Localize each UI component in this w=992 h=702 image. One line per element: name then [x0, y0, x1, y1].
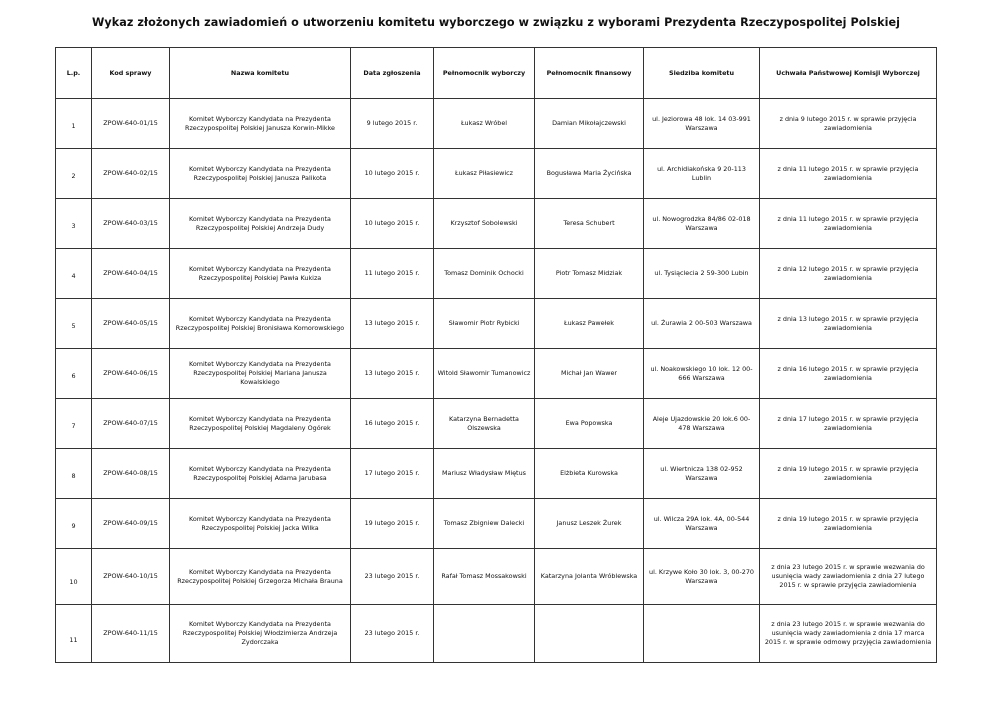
cell-nazwa-komitetu: Komitet Wyborczy Kandydata na Prezydenta Rzeczypospolitej Polskiej Włodzimierza Andrzeja Zydorczaka [170, 605, 351, 663]
cell-pelnomocnik-wyborczy: Krzysztof Sobolewski [434, 199, 535, 249]
cell-siedziba-komitetu: ul. Nowogrodzka 84/86 02-018 Warszawa [644, 199, 760, 249]
cell-data-zgloszenia: 13 lutego 2015 r. [351, 299, 434, 349]
cell-pelnomocnik-finansowy: Michał Jan Wawer [535, 349, 644, 399]
cell-lp: 11 [56, 605, 92, 663]
cell-kod-sprawy: ZPOW-640-07/15 [92, 399, 170, 449]
cell-kod-sprawy: ZPOW-640-04/15 [92, 249, 170, 299]
cell-pelnomocnik-finansowy: Bogusława Maria Życińska [535, 149, 644, 199]
cell-kod-sprawy: ZPOW-640-08/15 [92, 449, 170, 499]
cell-kod-sprawy: ZPOW-640-01/15 [92, 99, 170, 149]
table-row [56, 449, 937, 499]
cell-kod-sprawy: ZPOW-640-02/15 [92, 149, 170, 199]
cell-uchwala-pkw: z dnia 23 lutego 2015 r. w sprawie wezwania do usunięcia wady zawiadomienia z dnia 17 marca 2015 r. w sprawie odmowy przyjęcia zawiadomienia [760, 605, 937, 663]
cell-lp: 2 [56, 149, 92, 199]
cell-lp: 5 [56, 299, 92, 349]
cell-nazwa-komitetu: Komitet Wyborczy Kandydata na Prezydenta Rzeczypospolitej Polskiej Grzegorza Michała Brauna [170, 549, 351, 605]
cell-data-zgloszenia: 17 lutego 2015 r. [351, 449, 434, 499]
cell-pelnomocnik-finansowy [535, 605, 644, 663]
cell-data-zgloszenia: 10 lutego 2015 r. [351, 149, 434, 199]
cell-siedziba-komitetu: ul. Tysiąclecia 2 59-300 Lubin [644, 249, 760, 299]
cell-lp: 1 [56, 99, 92, 149]
cell-nazwa-komitetu: Komitet Wyborczy Kandydata na Prezydenta Rzeczypospolitej Polskiej Andrzeja Dudy [170, 199, 351, 249]
header-lp: L.p. [56, 48, 92, 99]
cell-pelnomocnik-finansowy: Piotr Tomasz Midziak [535, 249, 644, 299]
cell-kod-sprawy: ZPOW-640-03/15 [92, 199, 170, 249]
cell-data-zgloszenia: 9 lutego 2015 r. [351, 99, 434, 149]
cell-uchwala-pkw: z dnia 11 lutego 2015 r. w sprawie przyjęcia zawiadomienia [760, 149, 937, 199]
cell-nazwa-komitetu: Komitet Wyborczy Kandydata na Prezydenta Rzeczypospolitej Polskiej Janusza Korwin-Mikke [170, 99, 351, 149]
cell-kod-sprawy: ZPOW-640-10/15 [92, 549, 170, 605]
cell-siedziba-komitetu: ul. Wiertnicza 138 02-952 Warszawa [644, 449, 760, 499]
cell-data-zgloszenia: 13 lutego 2015 r. [351, 349, 434, 399]
cell-nazwa-komitetu: Komitet Wyborczy Kandydata na Prezydenta Rzeczypospolitej Polskiej Pawła Kukiza [170, 249, 351, 299]
header-uchwala-pkw: Uchwała Państwowej Komisji Wyborczej [760, 48, 937, 99]
cell-data-zgloszenia: 11 lutego 2015 r. [351, 249, 434, 299]
cell-data-zgloszenia: 23 lutego 2015 r. [351, 605, 434, 663]
cell-pelnomocnik-finansowy: Ewa Popowska [535, 399, 644, 449]
cell-nazwa-komitetu: Komitet Wyborczy Kandydata na Prezydenta Rzeczypospolitej Polskiej Magdaleny Ogórek [170, 399, 351, 449]
cell-pelnomocnik-wyborczy: Sławomir Piotr Rybicki [434, 299, 535, 349]
cell-pelnomocnik-finansowy: Janusz Leszek Żurek [535, 499, 644, 549]
cell-siedziba-komitetu: ul. Noakowskiego 10 lok. 12 00-666 Warszawa [644, 349, 760, 399]
cell-nazwa-komitetu: Komitet Wyborczy Kandydata na Prezydenta Rzeczypospolitej Polskiej Mariana Janusza Kowalskiego [170, 349, 351, 399]
cell-uchwala-pkw: z dnia 16 lutego 2015 r. w sprawie przyjęcia zawiadomienia [760, 349, 937, 399]
cell-lp: 3 [56, 199, 92, 249]
cell-data-zgloszenia: 16 lutego 2015 r. [351, 399, 434, 449]
cell-lp: 4 [56, 249, 92, 299]
cell-siedziba-komitetu [644, 605, 760, 663]
header-pelnomocnik-finansowy: Pełnomocnik finansowy [535, 48, 644, 99]
header-data-zgloszenia: Data zgłoszenia [351, 48, 434, 99]
cell-uchwala-pkw: z dnia 12 lutego 2015 r. w sprawie przyjęcia zawiadomienia [760, 249, 937, 299]
header-siedziba-komitetu: Siedziba komitetu [644, 48, 760, 99]
cell-lp: 8 [56, 449, 92, 499]
table-row [56, 199, 937, 249]
cell-siedziba-komitetu: ul. Archidiakońska 9 20-113 Lublin [644, 149, 760, 199]
cell-siedziba-komitetu: ul. Jeziorowa 48 lok. 14 03-991 Warszawa [644, 99, 760, 149]
cell-uchwala-pkw: z dnia 19 lutego 2015 r. w sprawie przyjęcia zawiadomienia [760, 499, 937, 549]
cell-nazwa-komitetu: Komitet Wyborczy Kandydata na Prezydenta Rzeczypospolitej Polskiej Adama Jarubasa [170, 449, 351, 499]
cell-siedziba-komitetu: ul. Krzywe Koło 30 lok. 3, 00-270 Warszawa [644, 549, 760, 605]
cell-uchwala-pkw: z dnia 13 lutego 2015 r. w sprawie przyjęcia zawiadomienia [760, 299, 937, 349]
cell-lp: 10 [56, 549, 92, 605]
cell-uchwala-pkw: z dnia 9 lutego 2015 r. w sprawie przyjęcia zawiadomienia [760, 99, 937, 149]
cell-data-zgloszenia: 19 lutego 2015 r. [351, 499, 434, 549]
cell-data-zgloszenia: 10 lutego 2015 r. [351, 199, 434, 249]
cell-pelnomocnik-wyborczy: Rafał Tomasz Mossakowski [434, 549, 535, 605]
table-row [56, 399, 937, 449]
cell-pelnomocnik-finansowy: Elżbieta Kurowska [535, 449, 644, 499]
header-nazwa-komitetu: Nazwa komitetu [170, 48, 351, 99]
cell-uchwala-pkw: z dnia 11 lutego 2015 r. w sprawie przyjęcia zawiadomienia [760, 199, 937, 249]
table-row [56, 299, 937, 349]
header-row [56, 48, 937, 99]
cell-nazwa-komitetu: Komitet Wyborczy Kandydata na Prezydenta Rzeczypospolitej Polskiej Bronisława Komorowskiego [170, 299, 351, 349]
table-row [56, 605, 937, 663]
cell-uchwala-pkw: z dnia 19 lutego 2015 r. w sprawie przyjęcia zawiadomienia [760, 449, 937, 499]
table-row [56, 149, 937, 199]
table-row [56, 499, 937, 549]
table-row [56, 249, 937, 299]
header-pelnomocnik-wyborczy: Pełnomocnik wyborczy [434, 48, 535, 99]
cell-kod-sprawy: ZPOW-640-11/15 [92, 605, 170, 663]
cell-pelnomocnik-finansowy: Damian Mikołajczewski [535, 99, 644, 149]
cell-lp: 9 [56, 499, 92, 549]
cell-pelnomocnik-wyborczy: Witold Sławomir Tumanowicz [434, 349, 535, 399]
document-title: Wykaz złożonych zawiadomień o utworzeniu komitetu wyborczego w związku z wyborami Prezydenta Rzeczypospolitej Polskiej [92, 16, 900, 29]
header-kod-sprawy: Kod sprawy [92, 48, 170, 99]
cell-pelnomocnik-wyborczy: Mariusz Władysław Miętus [434, 449, 535, 499]
table-row [56, 549, 937, 605]
committees-table [55, 47, 937, 663]
cell-pelnomocnik-wyborczy: Łukasz Wróbel [434, 99, 535, 149]
cell-pelnomocnik-finansowy: Łukasz Pawełek [535, 299, 644, 349]
cell-kod-sprawy: ZPOW-640-09/15 [92, 499, 170, 549]
cell-siedziba-komitetu: ul. Wilcza 29A lok. 4A, 00-544 Warszawa [644, 499, 760, 549]
cell-pelnomocnik-wyborczy: Katarzyna Bernadetta Olszewska [434, 399, 535, 449]
cell-lp: 7 [56, 399, 92, 449]
cell-lp: 6 [56, 349, 92, 399]
cell-kod-sprawy: ZPOW-640-05/15 [92, 299, 170, 349]
cell-data-zgloszenia: 23 lutego 2015 r. [351, 549, 434, 605]
cell-nazwa-komitetu: Komitet Wyborczy Kandydata na Prezydenta Rzeczypospolitej Polskiej Janusza Palikota [170, 149, 351, 199]
cell-siedziba-komitetu: ul. Żurawia 2 00-503 Warszawa [644, 299, 760, 349]
cell-pelnomocnik-wyborczy: Tomasz Dominik Ochocki [434, 249, 535, 299]
cell-uchwala-pkw: z dnia 17 lutego 2015 r. w sprawie przyjęcia zawiadomienia [760, 399, 937, 449]
cell-nazwa-komitetu: Komitet Wyborczy Kandydata na Prezydenta Rzeczypospolitej Polskiej Jacka Wilka [170, 499, 351, 549]
cell-siedziba-komitetu: Aleje Ujazdowskie 20 lok.6 00-478 Warszawa [644, 399, 760, 449]
cell-pelnomocnik-finansowy: Teresa Schubert [535, 199, 644, 249]
cell-uchwala-pkw: z dnia 23 lutego 2015 r. w sprawie wezwania do usunięcia wady zawiadomienia z dnia 27 lutego 2015 r. w sprawie przyjęcia zawiadomienia [760, 549, 937, 605]
cell-kod-sprawy: ZPOW-640-06/15 [92, 349, 170, 399]
table-row [56, 349, 937, 399]
table-row [56, 99, 937, 149]
cell-pelnomocnik-wyborczy: Łukasz Piłasiewicz [434, 149, 535, 199]
cell-pelnomocnik-wyborczy: Tomasz Zbigniew Dalecki [434, 499, 535, 549]
cell-pelnomocnik-wyborczy [434, 605, 535, 663]
cell-pelnomocnik-finansowy: Katarzyna Jolanta Wróblewska [535, 549, 644, 605]
